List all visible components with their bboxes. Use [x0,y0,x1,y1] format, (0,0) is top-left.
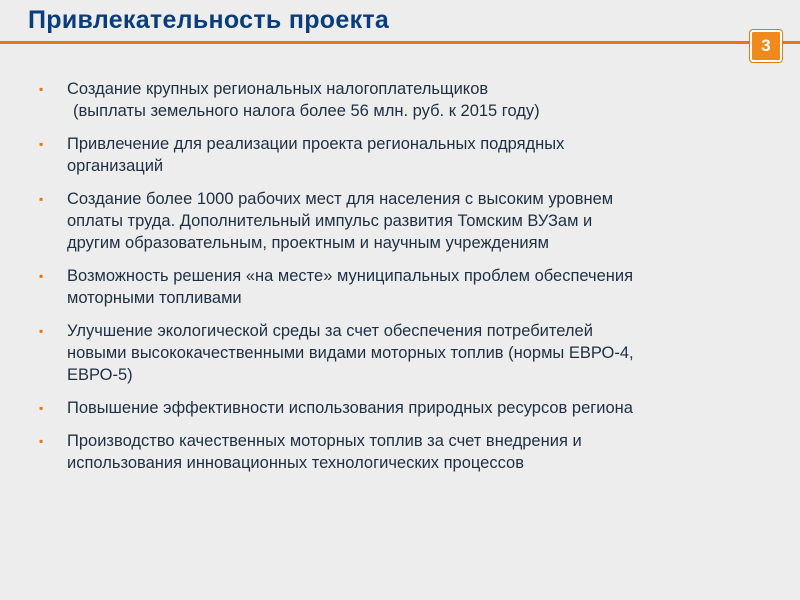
bullet-square-icon: ▪ [39,192,44,206]
bullet-square-icon: ▪ [39,137,44,151]
bullet-text [55,78,778,122]
slide-title: Привлекательность проекта [28,6,390,34]
bullet-text-line: другим образовательным, проектным и научным учреждениям [67,234,549,252]
bullet-item [38,265,778,309]
bullet-text-line: ЕВРО-5) [67,366,133,384]
title-divider [0,41,800,44]
bullet-text-line: использования инновационных технологических процессов [67,454,524,472]
bullet-text [55,430,778,474]
bullet-text [55,397,778,419]
bullet-text [55,320,778,386]
bullet-text-line: Повышение эффективности использования природных ресурсов региона [67,399,633,417]
bullet-text-line: моторными топливами [67,289,242,307]
bullet-text-line: Создание более 1000 рабочих мест для населения с высоким уровнем [67,190,614,208]
bullet-item [38,430,778,474]
bullet-text-line: организаций [67,157,164,175]
bullet-item [38,133,778,177]
bullet-item [38,397,778,419]
bullet-list [38,78,778,485]
bullet-square-icon: ▪ [39,434,44,448]
bullet-item [38,188,778,254]
bullet-text-line: Создание крупных региональных налогоплательщиков [67,80,489,98]
bullet-text-line: Улучшение экологической среды за счет обеспечения потребителей [67,322,593,340]
bullet-text [55,265,778,309]
page-number-badge: 3 [750,30,782,62]
bullet-square-icon: ▪ [39,82,44,96]
bullet-square-icon: ▪ [39,269,44,283]
bullet-text-line: (выплаты земельного налога более 56 млн. руб. к 2015 году) [73,102,540,120]
bullet-text-line: Производство качественных моторных топлив за счет внедрения и [67,432,582,450]
bullet-square-icon: ▪ [39,401,44,415]
bullet-text [55,188,778,254]
bullet-item [38,320,778,386]
bullet-text-line: Привлечение для реализации проекта региональных подрядных [67,135,565,153]
bullet-text-line: оплаты труда. Дополнительный импульс развития Томским ВУЗам и [67,212,593,230]
bullet-item [38,78,778,122]
bullet-square-icon: ▪ [39,324,44,338]
bullet-text [55,133,778,177]
bullet-text-line: новыми высококачественными видами моторных топлив (нормы ЕВРО-4, [67,344,634,362]
bullet-text-line: Возможность решения «на месте» муниципальных проблем обеспечения [67,267,634,285]
